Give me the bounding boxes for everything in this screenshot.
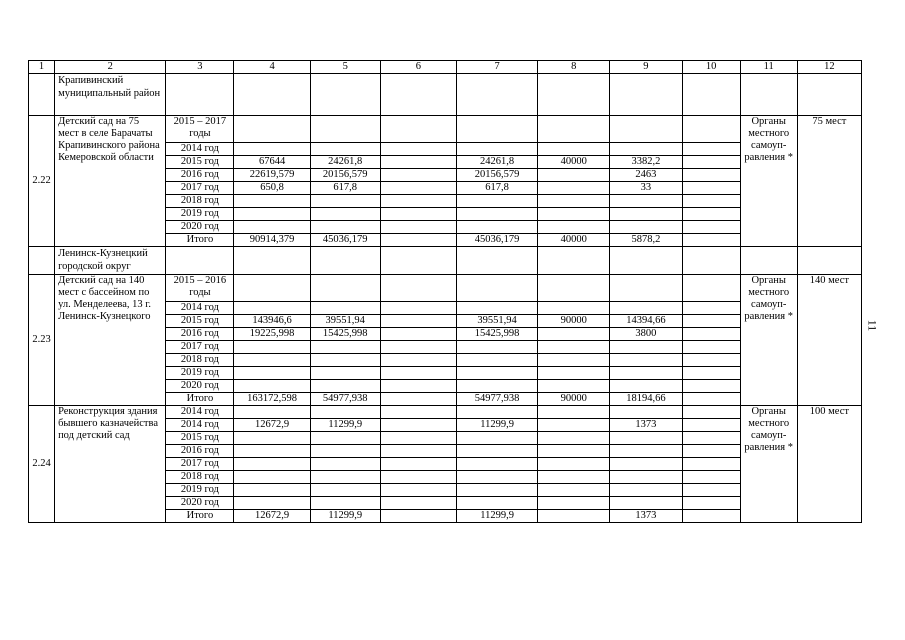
value-cell	[456, 432, 537, 445]
section-title-row	[29, 247, 862, 275]
value-cell: 67644	[234, 156, 310, 169]
value-cell	[310, 208, 380, 221]
program-table	[28, 60, 862, 523]
empty-cell	[538, 247, 610, 275]
value-cell	[456, 406, 537, 419]
responsible-org: Органы местного самоуп-равления *	[740, 275, 797, 406]
header-cell: 5	[310, 61, 380, 74]
value-cell	[538, 471, 610, 484]
period-cell: 2014 год	[166, 406, 234, 419]
value-cell	[610, 195, 682, 208]
value-cell	[380, 380, 456, 393]
value-cell	[682, 328, 740, 341]
value-cell	[380, 445, 456, 458]
value-cell	[310, 143, 380, 156]
value-cell: 2463	[610, 169, 682, 182]
value-cell	[456, 458, 537, 471]
value-cell: 18194,66	[610, 393, 682, 406]
value-cell	[538, 221, 610, 234]
value-cell	[610, 367, 682, 380]
empty-cell	[682, 247, 740, 275]
value-cell	[310, 458, 380, 471]
value-cell	[682, 275, 740, 302]
value-cell	[234, 497, 310, 510]
empty-cell	[456, 247, 537, 275]
period-cell: 2019 год	[166, 484, 234, 497]
period-cell: Итого	[166, 234, 234, 247]
value-cell	[380, 328, 456, 341]
section-title-row	[29, 74, 862, 116]
value-cell	[538, 380, 610, 393]
empty-cell	[29, 247, 55, 275]
empty-cell	[610, 247, 682, 275]
value-cell: 24261,8	[310, 156, 380, 169]
value-cell	[380, 275, 456, 302]
project-code: 2.23	[29, 275, 55, 406]
header-cell: 9	[610, 61, 682, 74]
value-cell	[682, 182, 740, 195]
value-cell	[682, 471, 740, 484]
value-cell	[380, 302, 456, 315]
value-cell	[234, 406, 310, 419]
value-cell	[538, 406, 610, 419]
value-cell: 1373	[610, 419, 682, 432]
value-cell: 143946,6	[234, 315, 310, 328]
value-cell	[682, 143, 740, 156]
value-cell	[380, 169, 456, 182]
value-cell: 11299,9	[310, 419, 380, 432]
value-cell	[682, 432, 740, 445]
value-cell	[682, 156, 740, 169]
value-cell	[310, 484, 380, 497]
empty-cell	[310, 74, 380, 116]
value-cell: 90000	[538, 315, 610, 328]
value-cell	[310, 302, 380, 315]
header-cell: 12	[797, 61, 861, 74]
empty-cell	[740, 74, 797, 116]
value-cell	[456, 341, 537, 354]
value-cell	[610, 116, 682, 143]
value-cell	[380, 471, 456, 484]
value-cell	[538, 432, 610, 445]
value-cell	[380, 497, 456, 510]
project-code: 2.24	[29, 406, 55, 523]
period-cell: 2016 год	[166, 169, 234, 182]
value-cell	[310, 354, 380, 367]
value-cell	[538, 354, 610, 367]
value-cell	[538, 143, 610, 156]
period-cell: 2015 – 2016 годы	[166, 275, 234, 302]
value-cell	[310, 380, 380, 393]
value-cell	[538, 497, 610, 510]
value-cell	[380, 432, 456, 445]
value-cell	[380, 393, 456, 406]
value-cell	[610, 432, 682, 445]
period-cell: 2016 год	[166, 328, 234, 341]
value-cell	[380, 116, 456, 143]
value-cell	[310, 275, 380, 302]
value-cell	[610, 406, 682, 419]
header-cell: 1	[29, 61, 55, 74]
value-cell: 54977,938	[310, 393, 380, 406]
value-cell	[456, 208, 537, 221]
period-cell: 2019 год	[166, 208, 234, 221]
value-cell	[682, 302, 740, 315]
value-cell	[538, 510, 610, 523]
value-cell	[610, 275, 682, 302]
value-cell	[380, 221, 456, 234]
value-cell	[380, 510, 456, 523]
period-cell: 2014 год	[166, 143, 234, 156]
value-cell	[310, 471, 380, 484]
empty-cell	[797, 247, 861, 275]
period-cell: 2015 год	[166, 432, 234, 445]
value-cell: 24261,8	[456, 156, 537, 169]
period-cell: 2020 год	[166, 221, 234, 234]
empty-cell	[166, 247, 234, 275]
value-cell: 39551,94	[310, 315, 380, 328]
value-cell	[682, 367, 740, 380]
value-cell: 90914,379	[234, 234, 310, 247]
value-cell	[380, 208, 456, 221]
value-cell	[234, 208, 310, 221]
value-cell	[456, 275, 537, 302]
value-cell	[456, 143, 537, 156]
value-cell	[456, 221, 537, 234]
value-cell	[538, 275, 610, 302]
period-cell: 2015 – 2017 годы	[166, 116, 234, 143]
value-cell	[380, 143, 456, 156]
empty-cell	[234, 247, 310, 275]
empty-cell	[456, 74, 537, 116]
value-cell	[234, 484, 310, 497]
value-cell	[456, 380, 537, 393]
value-cell: 11299,9	[456, 510, 537, 523]
value-cell	[380, 419, 456, 432]
value-cell: 54977,938	[456, 393, 537, 406]
value-cell: 650,8	[234, 182, 310, 195]
value-cell	[234, 471, 310, 484]
value-cell: 5878,2	[610, 234, 682, 247]
value-cell	[380, 195, 456, 208]
header-row	[29, 61, 862, 74]
value-cell	[456, 367, 537, 380]
value-cell	[310, 195, 380, 208]
value-cell	[538, 458, 610, 471]
value-cell: 45036,179	[456, 234, 537, 247]
value-cell: 617,8	[310, 182, 380, 195]
value-cell	[610, 208, 682, 221]
value-cell	[538, 367, 610, 380]
value-cell	[234, 354, 310, 367]
period-cell: 2014 год	[166, 419, 234, 432]
value-cell: 12672,9	[234, 510, 310, 523]
value-cell	[538, 208, 610, 221]
value-cell	[610, 471, 682, 484]
value-cell: 11299,9	[456, 419, 537, 432]
value-cell	[234, 116, 310, 143]
header-cell: 6	[380, 61, 456, 74]
responsible-org: Органы местного самоуп-равления *	[740, 406, 797, 523]
value-cell	[682, 354, 740, 367]
empty-cell	[29, 74, 55, 116]
value-cell	[234, 275, 310, 302]
value-cell	[682, 380, 740, 393]
value-cell: 19225,998	[234, 328, 310, 341]
value-cell	[456, 116, 537, 143]
value-cell	[682, 341, 740, 354]
value-cell	[610, 380, 682, 393]
value-cell	[682, 445, 740, 458]
value-cell: 3800	[610, 328, 682, 341]
table-row	[29, 275, 862, 302]
period-cell: Итого	[166, 510, 234, 523]
empty-cell	[538, 74, 610, 116]
value-cell: 22619,579	[234, 169, 310, 182]
period-cell: 2019 год	[166, 367, 234, 380]
value-cell	[682, 234, 740, 247]
section-title: Ленинск-Кузнецкий городской округ	[55, 247, 166, 275]
value-cell	[610, 143, 682, 156]
project-name: Детский сад на 140 мест с бассейном по ул. Менделеева, 13 г. Ленинск-Кузнецкого	[55, 275, 166, 406]
value-cell	[380, 354, 456, 367]
capacity: 75 мест	[797, 116, 861, 247]
capacity: 100 мест	[797, 406, 861, 523]
value-cell	[310, 367, 380, 380]
value-cell	[682, 393, 740, 406]
value-cell	[456, 302, 537, 315]
value-cell	[456, 484, 537, 497]
value-cell	[380, 458, 456, 471]
value-cell	[682, 169, 740, 182]
empty-cell	[310, 247, 380, 275]
value-cell	[234, 195, 310, 208]
period-cell: 2017 год	[166, 458, 234, 471]
value-cell	[456, 195, 537, 208]
value-cell: 3382,2	[610, 156, 682, 169]
value-cell	[310, 116, 380, 143]
value-cell: 90000	[538, 393, 610, 406]
period-cell: 2018 год	[166, 354, 234, 367]
value-cell	[538, 445, 610, 458]
value-cell	[456, 354, 537, 367]
value-cell	[538, 195, 610, 208]
value-cell	[234, 458, 310, 471]
period-cell: 2017 год	[166, 182, 234, 195]
header-cell: 2	[55, 61, 166, 74]
empty-cell	[234, 74, 310, 116]
empty-cell	[682, 74, 740, 116]
header-cell: 11	[740, 61, 797, 74]
value-cell	[610, 221, 682, 234]
value-cell: 617,8	[456, 182, 537, 195]
responsible-org: Органы местного самоуп-равления *	[740, 116, 797, 247]
value-cell	[610, 445, 682, 458]
value-cell: 39551,94	[456, 315, 537, 328]
value-cell	[456, 445, 537, 458]
value-cell	[380, 315, 456, 328]
value-cell	[380, 367, 456, 380]
value-cell	[310, 341, 380, 354]
value-cell	[538, 182, 610, 195]
value-cell	[538, 302, 610, 315]
empty-cell	[797, 74, 861, 116]
project-name: Реконструкция здания бывшего казначейства под детский сад	[55, 406, 166, 523]
value-cell	[234, 367, 310, 380]
value-cell	[682, 484, 740, 497]
value-cell	[380, 234, 456, 247]
value-cell	[610, 484, 682, 497]
value-cell	[682, 195, 740, 208]
period-cell: Итого	[166, 393, 234, 406]
value-cell: 11299,9	[310, 510, 380, 523]
header-cell: 7	[456, 61, 537, 74]
period-cell: 2020 год	[166, 497, 234, 510]
period-cell: 2014 год	[166, 302, 234, 315]
section-title: Крапивинский муниципальный район	[55, 74, 166, 116]
value-cell	[234, 432, 310, 445]
table-body	[29, 61, 862, 523]
value-cell	[380, 341, 456, 354]
period-cell: 2018 год	[166, 195, 234, 208]
value-cell: 163172,598	[234, 393, 310, 406]
table-row	[29, 406, 862, 419]
value-cell: 33	[610, 182, 682, 195]
value-cell	[610, 354, 682, 367]
table-row	[29, 116, 862, 143]
value-cell	[234, 143, 310, 156]
page-number: 11	[865, 319, 880, 332]
value-cell	[682, 406, 740, 419]
empty-cell	[610, 74, 682, 116]
value-cell: 20156,579	[456, 169, 537, 182]
value-cell	[234, 445, 310, 458]
value-cell: 1373	[610, 510, 682, 523]
value-cell	[456, 497, 537, 510]
value-cell: 40000	[538, 234, 610, 247]
value-cell	[234, 221, 310, 234]
value-cell: 20156,579	[310, 169, 380, 182]
value-cell	[682, 419, 740, 432]
value-cell	[380, 156, 456, 169]
header-cell: 4	[234, 61, 310, 74]
value-cell	[538, 169, 610, 182]
value-cell	[538, 116, 610, 143]
value-cell	[538, 484, 610, 497]
value-cell: 45036,179	[310, 234, 380, 247]
value-cell: 14394,66	[610, 315, 682, 328]
period-cell: 2020 год	[166, 380, 234, 393]
value-cell	[610, 497, 682, 510]
period-cell: 2017 год	[166, 341, 234, 354]
empty-cell	[166, 74, 234, 116]
value-cell	[682, 458, 740, 471]
value-cell	[538, 328, 610, 341]
project-name: Детский сад на 75 мест в селе Барачаты Крапивинского района Кемеровской области	[55, 116, 166, 247]
value-cell	[310, 445, 380, 458]
value-cell	[682, 510, 740, 523]
value-cell	[538, 341, 610, 354]
value-cell: 12672,9	[234, 419, 310, 432]
value-cell	[610, 458, 682, 471]
value-cell	[610, 341, 682, 354]
header-cell: 8	[538, 61, 610, 74]
empty-cell	[380, 247, 456, 275]
value-cell	[682, 116, 740, 143]
header-cell: 10	[682, 61, 740, 74]
capacity: 140 мест	[797, 275, 861, 406]
value-cell	[380, 406, 456, 419]
value-cell	[682, 315, 740, 328]
value-cell: 15425,998	[310, 328, 380, 341]
value-cell	[234, 380, 310, 393]
period-cell: 2015 год	[166, 315, 234, 328]
value-cell	[610, 302, 682, 315]
period-cell: 2015 год	[166, 156, 234, 169]
value-cell	[310, 497, 380, 510]
value-cell	[380, 484, 456, 497]
period-cell: 2016 год	[166, 445, 234, 458]
period-cell: 2018 год	[166, 471, 234, 484]
value-cell	[682, 208, 740, 221]
value-cell	[310, 406, 380, 419]
value-cell	[234, 302, 310, 315]
value-cell: 40000	[538, 156, 610, 169]
value-cell	[682, 497, 740, 510]
value-cell	[538, 419, 610, 432]
value-cell	[310, 432, 380, 445]
value-cell	[234, 341, 310, 354]
empty-cell	[740, 247, 797, 275]
value-cell	[310, 221, 380, 234]
value-cell	[456, 471, 537, 484]
empty-cell	[380, 74, 456, 116]
value-cell: 15425,998	[456, 328, 537, 341]
project-code: 2.22	[29, 116, 55, 247]
value-cell	[682, 221, 740, 234]
header-cell: 3	[166, 61, 234, 74]
value-cell	[380, 182, 456, 195]
